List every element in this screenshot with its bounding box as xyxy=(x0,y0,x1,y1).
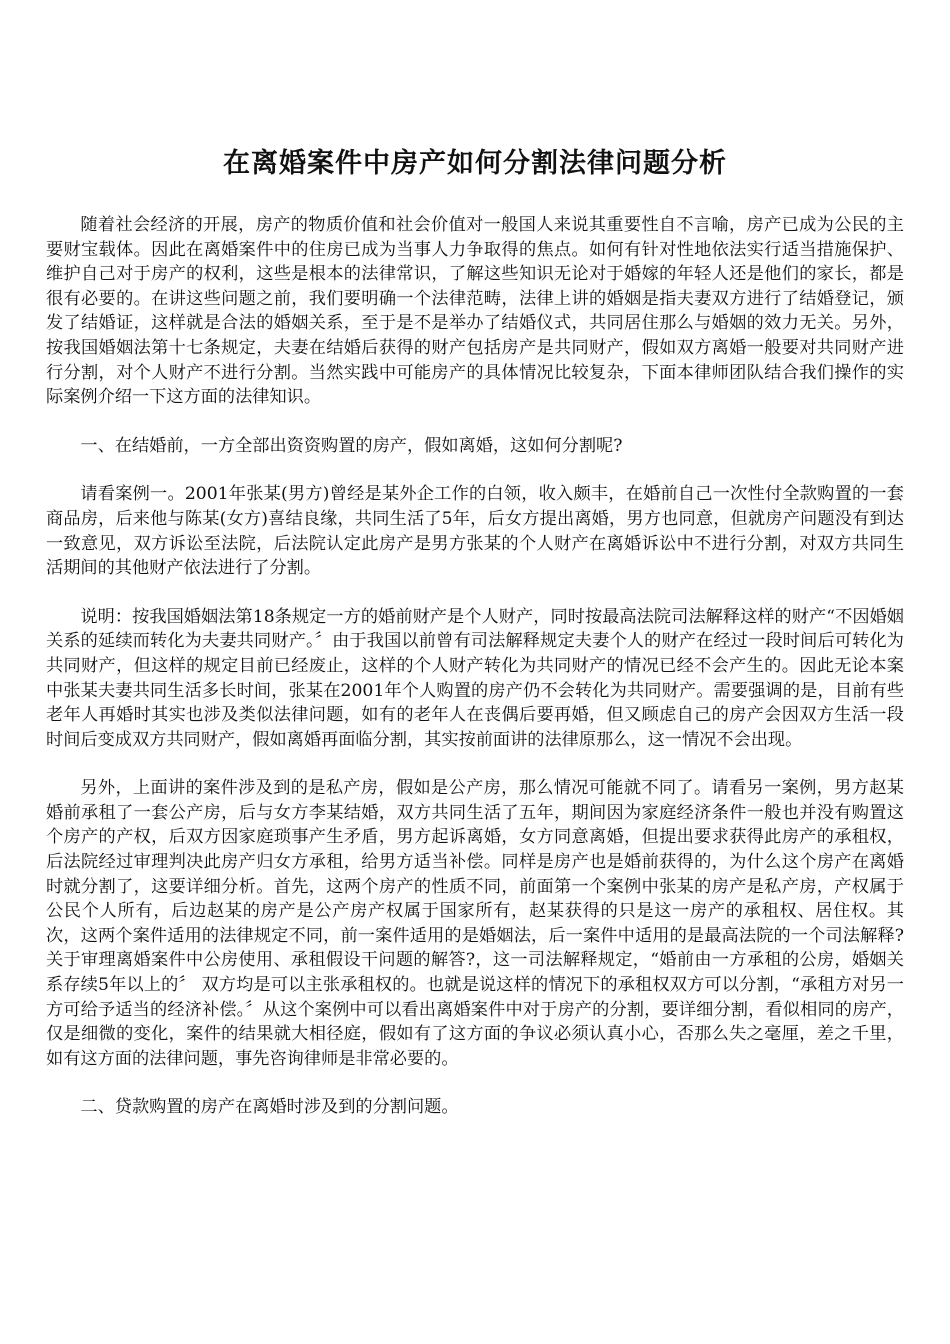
paragraph-case-1: 请看案例一。2001年张某(男方)曾经是某外企工作的白领，收入颇丰，在婚前自己一次性付全款购置的一套商品房，后来他与陈某(女方)喜结良缘，共同生活了5年，后女方提出离婚，男方也同意，但就房产问题没有到达一致意见，双方诉讼至法院，后法院认定此房产是男方张某的个人财产在离婚诉讼中不进行分割，对双方共同生活期间的其他财产依法进行了分割。 xyxy=(46,484,904,579)
paragraph-explanation: 说明：按我国婚姻法第18条规定一方的婚前财产是个人财产，同时按最高法院司法解释这样的财产“不因婚姻关系的延续而转化为夫妻共同财产。〞由于我国以前曾有司法解释规定夫妻个人的财产在经过一段时间后可转化为共同财产，但这样的规定目前已经废止，这样的个人财产转化为共同财产的情况已经不会产生的。因此无论本案中张某夫妻共同生活多长时间，张某在2001年个人购置的房产仍不会转化为共同财产。需要强调的是，目前有些老年人再婚时其实也涉及类似法律问题，如有的老年人在丧偶后要再婚，但又顾虑自己的房产会因双方生活一段时间后变成双方共同财产，假如离婚再面临分割，其实按前面讲的法律原那么，这一情况不会出现。 xyxy=(46,606,904,750)
section-heading-2: 二、贷款购置的房产在离婚时涉及到的分割问题。 xyxy=(80,1097,459,1118)
paragraph-intro: 随着社会经济的开展，房产的物质价值和社会价值对一般国人来说其重要性自不言喻，房产已成为公民的主要财宝载体。因此在离婚案件中的住房已成为当事人力争取得的焦点。如何有针对性地依法实行适当措施保护、维护自己对于房产的权利，这些是根本的法律常识，了解这些知识无论对于婚嫁的年轻人还是他们的家长，都是很有必要的。在讲这些问题之前，我们要明确一个法律范畴，法律上讲的婚姻是指夫妻双方进行了结婚登记，颁发了结婚证，这样就是合法的婚姻关系，至于是不是举办了结婚仪式，共同居住那么与婚姻的效力无关。另外，按我国婚姻法第十七条规定，夫妻在结婚后获得的财产包括房产是共同财产，假如双方离婚一般要对共同财产进行分割，对个人财产不进行分割。当然实践中可能房产的具体情况比较复杂，下面本律师团队结合我们操作的实际案例介绍一下这方面的法律知识。 xyxy=(46,215,904,408)
paragraph-public-housing: 另外，上面讲的案件涉及到的是私产房，假如是公产房，那么情况可能就不同了。请看另一案例，男方赵某婚前承租了一套公产房，后与女方李某结婚，双方共同生活了五年，期间因为家庭经济条件一般也并没有购置这个房产的产权，后双方因家庭琐事产生矛盾，男方起诉离婚，女方同意离婚，但提出要求获得此房产的承租权，后法院经过审理判决此房产归女方承租，给男方适当补偿。同样是房产也是婚前获得的，为什么这个房产在离婚时就分割了，这要详细分析。首先，这两个房产的性质不同，前面第一个案例中张某的房产是私产房，产权属于公民个人所有，后边赵某的房产是公产房产权属于国家所有，赵某获得的只是这一房产的承租权、居住权。其次，这两个案件适用的法律规定不同，前一案件适用的是婚姻法，后一案件中适用的是最高法院的一个司法解释?关于审理离婚案件中公房使用、承租假设干问题的解答?，这一司法解释规定，“婚前由一方承租的公房，婚姻关系存续5年以上的〞 双方均是可以主张承租权的。也就是说这样的情况下的承租权双方可以分割，“承租方对另一方可给予适当的经济补偿。〞从这个案例中可以看出离婚案件中对于房产的分割，要详细分割，看似相同的房产，仅是细微的变化，案件的结果就大相径庭，假如有了这方面的争议必须认真小心，否那么失之毫厘，差之千里，如有这方面的法律问题，事先咨询律师是非常必要的。 xyxy=(46,778,904,1069)
document-title: 在离婚案件中房产如何分割法律问题分析 xyxy=(223,148,727,179)
section-heading-1: 一、在结婚前，一方全部出资资购置的房产，假如离婚，这如何分割呢? xyxy=(80,435,623,456)
document-page xyxy=(46,0,904,1120)
